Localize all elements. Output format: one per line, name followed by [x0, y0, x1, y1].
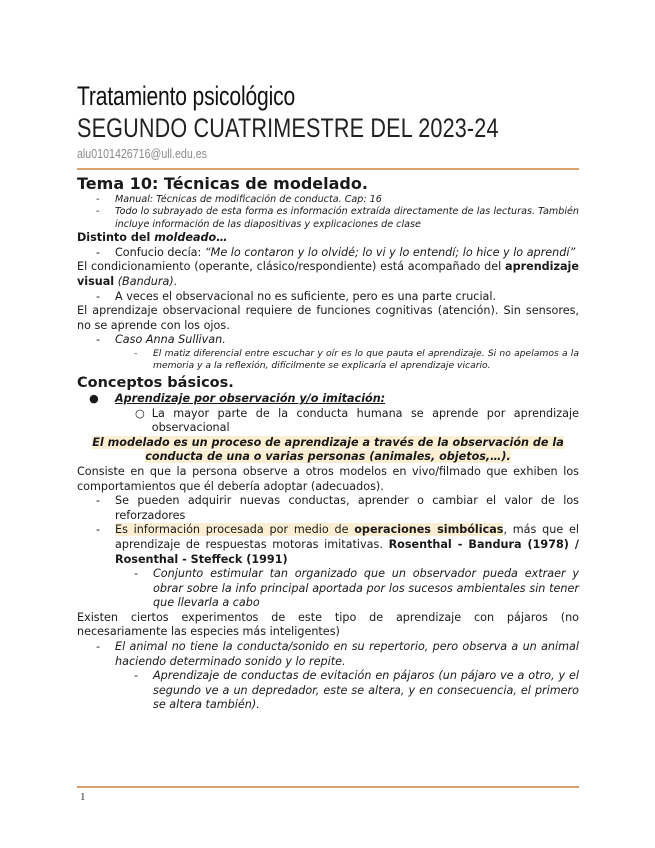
confucio-item: - Confucio decía: “Me lo contaron y lo olvidé; lo vi y lo entendí; lo hice y lo aprendí” — [96, 245, 576, 259]
evitacion-item: - Aprendizaje de conductas de evitación en pájaros (un pájaro ve a otro, y el segundo ve a un depredador, este se altera, y en consecuencia, el primero se altera también). — [134, 669, 579, 712]
note-item: - Manual: Técnicas de modificación de conducta. Cap: 16 — [96, 194, 382, 205]
pueden-item: - Se pueden adquirir nuevas conductas, aprender o cambiar el valor de los reforzadores — [96, 494, 579, 522]
note-item: - Todo lo subrayado de esta forma es información extraída directamente de las lecturas. También incluye información de las diapositivas y explicaciones de clase — [96, 206, 579, 230]
conjunto-item: - Conjunto estimular tan organizado que un observador pueda extraer y obrar sobre la info principal aportada por los sucesos ambientales sin tener que llevarla a cabo — [134, 567, 579, 610]
matiz-item: - El matiz diferencial entre escuchar y oír es lo que pauta el aprendizaje. Si no apelamos a la memoria y a la reflexión, difícilmente se explicaría el aprendizaje vicario. — [134, 347, 579, 371]
existen-paragraph: Existen ciertos experimentos de este tipo de aprendizaje con pájaros (no necesariamente las especies más inteligentes) — [77, 610, 579, 639]
header-divider — [77, 168, 579, 170]
observacion-bullet: ● Aprendizaje por observación y/o imitación: — [89, 391, 386, 405]
modelado-highlight: El modelado es un proceso de aprendizaje a través de la observación de la conducta de una o varias personas (animales, objetos,…). — [92, 435, 564, 464]
mayor-parte-item: ○ La mayor parte de la conducta humana se aprende por aprendizaje observacional — [135, 406, 579, 435]
page-number: 1 — [80, 791, 86, 803]
aveces-item: - A veces el observacional no es suficiente, pero es una parte crucial. — [96, 289, 497, 303]
author-email: alu0101426716@ull.edu.es — [77, 146, 207, 161]
cognitivas-paragraph: El aprendizaje observacional requiere de funciones cognitivas (atención). Sin sensores, no se aprende con los ojos. — [77, 304, 579, 332]
footer-divider — [77, 786, 579, 788]
document-title: Tratamiento psicológico — [77, 81, 296, 111]
condicionamiento-paragraph: El condicionamiento (operante, clásico/respondiente) está acompañado del aprendizaje visual (Bandura). — [77, 260, 579, 288]
caso-item: - Caso Anna Sullivan. — [96, 333, 226, 347]
conceptos-heading: Conceptos básicos. — [77, 374, 234, 391]
document-subtitle: SEGUNDO CUATRIMESTRE DEL 2023-24 — [77, 113, 499, 143]
info-item: - Es información procesada por medio de operaciones simbólicas, más que el aprendizaje de respuestas motoras imitativas. Rosenthal - Bandura (1978) / Rosenthal - Steffeck (1991) — [96, 523, 579, 566]
document-page — [77, 80, 579, 713]
animal-item: - El animal no tiene la conducta/sonido en su repertorio, pero observa a un animal haciendo determinado sonido y lo repite. — [96, 640, 579, 668]
consiste-paragraph: Consiste en que la persona observe a otros modelos en vivo/filmado que exhiben los comportamientos que él debería adoptar (adecuados). — [77, 464, 579, 493]
section-heading: Tema 10: Técnicas de modelado. — [77, 174, 368, 193]
distinto-line: Distinto del moldeado… — [77, 231, 228, 245]
